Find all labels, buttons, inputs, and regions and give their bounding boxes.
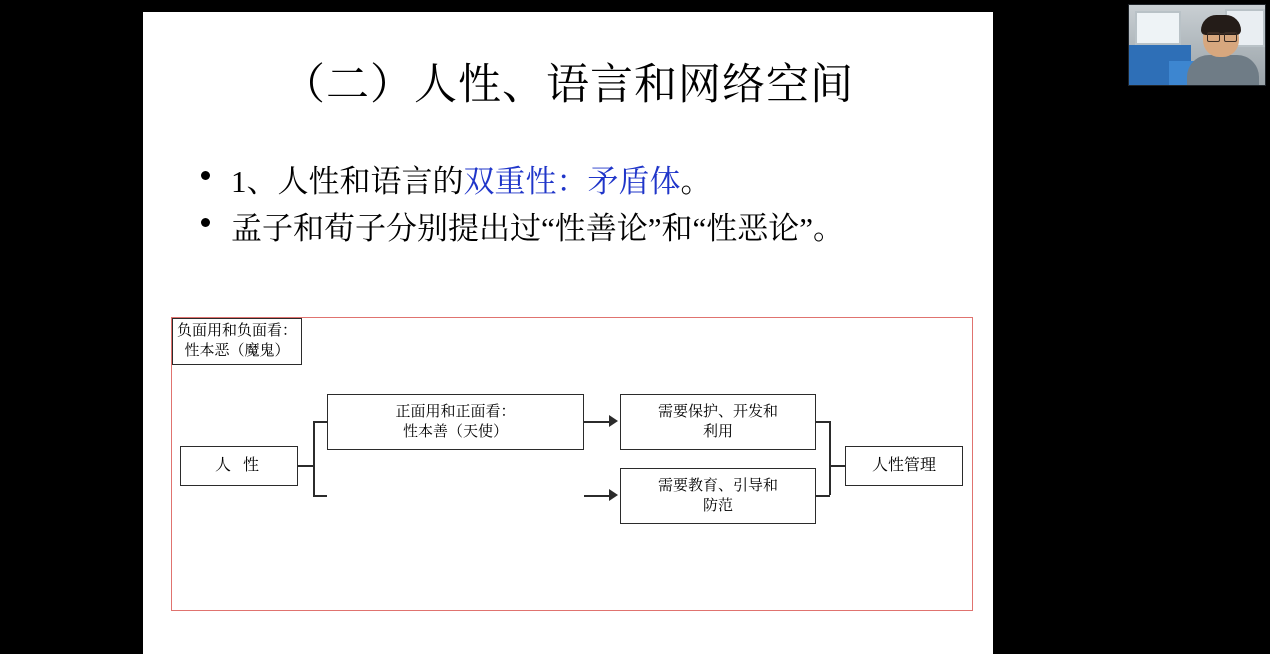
arrow-head-icon <box>609 415 618 427</box>
node-line-1: 负面用和负面看： <box>177 323 298 339</box>
diagram-node-positive <box>327 394 584 450</box>
node-line-1: 正面用和正面看： <box>395 403 516 420</box>
bullet-dot-icon <box>201 171 210 180</box>
connector-line <box>829 421 831 495</box>
node-line-2: 防范 <box>702 498 733 514</box>
node-line-2: 利用 <box>702 424 733 440</box>
bullet-text-highlight: 双重性：矛盾体 <box>463 164 681 199</box>
diagram-node-outcome: 人性管理 <box>845 446 963 486</box>
connector-line <box>313 421 315 495</box>
connector-line <box>313 495 327 497</box>
presenter-video-thumbnail[interactable] <box>1128 4 1266 86</box>
flow-diagram <box>171 317 973 611</box>
bullet-list <box>183 162 973 256</box>
bullet-text-part: 1、人性和语言的 <box>231 164 464 199</box>
diagram-node-result-negative <box>620 468 816 524</box>
connector-line <box>584 421 610 423</box>
arrow-head-icon <box>609 489 618 501</box>
connector-line <box>313 421 327 423</box>
bullet-text: 孟子和荀子分别提出过“性善论”和“性恶论”。 <box>231 210 845 246</box>
diagram-node-negative <box>172 318 302 365</box>
page-title: （二）人性、语言和网络空间 <box>282 62 854 109</box>
bullet-text-end: 。 <box>680 164 712 199</box>
list-item <box>183 209 973 250</box>
presentation-slide <box>143 12 993 654</box>
bullet-dot-icon <box>201 218 210 227</box>
video-window-left <box>1135 11 1181 45</box>
presenter-body <box>1187 55 1259 86</box>
node-line-1: 需要教育、引导和 <box>657 477 778 494</box>
diagram-node-source: 人 性 <box>180 446 298 486</box>
node-line-2: 性本恶（魔鬼） <box>184 343 290 360</box>
connector-line <box>584 495 610 497</box>
connector-line <box>298 465 314 467</box>
glasses-bridge-icon <box>1207 33 1235 41</box>
diagram-node-result-positive <box>620 394 816 450</box>
connector-line <box>816 421 830 423</box>
connector-line <box>816 495 830 497</box>
node-line-2: 性本善（天使） <box>402 424 508 440</box>
list-item <box>183 162 973 203</box>
node-line-1: 需要保护、开发和 <box>657 403 778 420</box>
